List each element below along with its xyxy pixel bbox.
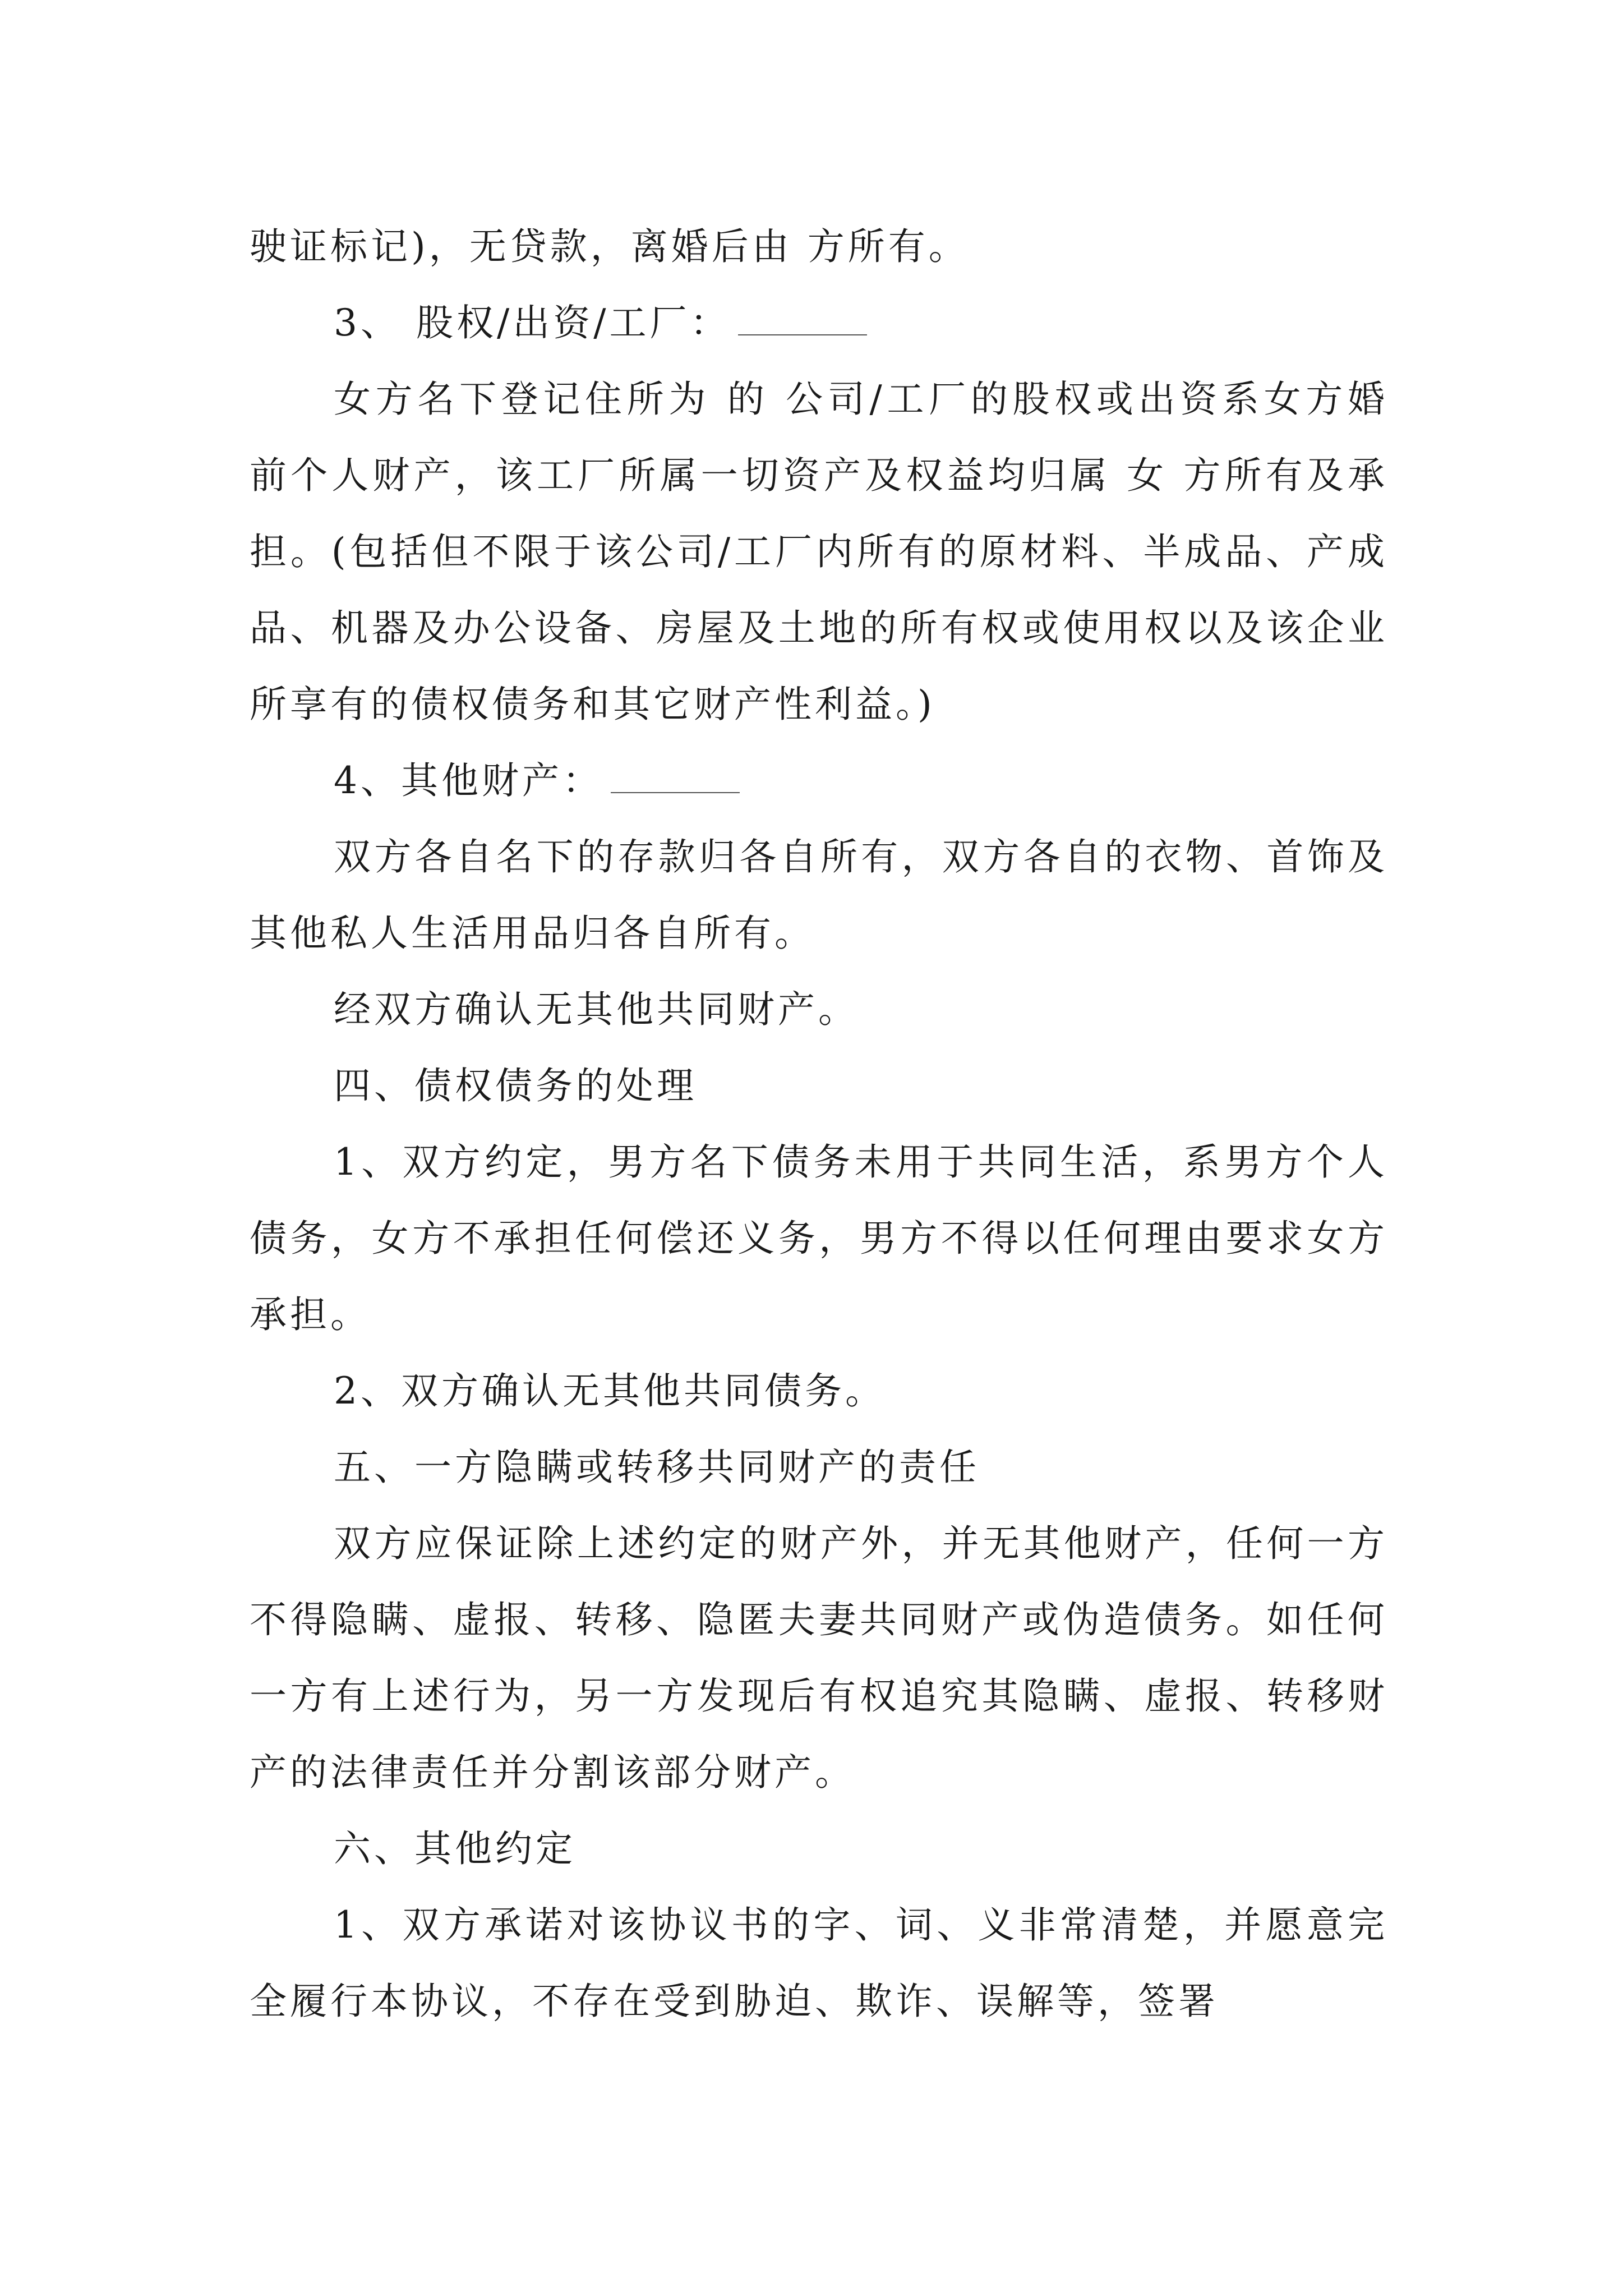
paragraph-text: 双方各自名下的存款归各自所有，双方各自的衣物、首饰及其他私人生活用品归各自所有。 (250, 835, 1388, 955)
paragraph-text: 3、 股权/出资/工厂： (334, 301, 731, 344)
paragraph-text: 五、一方隐瞒或转移共同财产的责任 (334, 1446, 980, 1489)
paragraph-text: 六、其他约定 (334, 1827, 576, 1870)
paragraph-no-other-property (250, 972, 1388, 1048)
paragraph-text: 经双方确认无其他共同财产。 (334, 988, 859, 1031)
paragraph-text: 2、双方确认无其他共同债务。 (334, 1369, 886, 1412)
paragraph-text: 四、债权债务的处理 (334, 1064, 697, 1107)
paragraph-debt-clause-1 (250, 1124, 1388, 1353)
document-body (250, 209, 1388, 2040)
paragraph-text: 1、双方承诺对该协议书的字、词、义非常清楚，并愿意完全履行本协议，不存在受到胁迫、欺诈、误解等，签署 (250, 1903, 1388, 2023)
paragraph-text: 双方应保证除上述约定的财产外，并无其他财产，任何一方不得隐瞒、虚报、转移、隐匿夫妻共同财产或伪造债务。如任何一方有上述行为，另一方发现后有权追究其隐瞒、虚报、转移财产的法律责任并分割该部分财产。 (250, 1522, 1388, 1794)
paragraph-other-property-heading (250, 743, 1388, 819)
paragraph-vehicle-continuation (250, 209, 1388, 285)
paragraph-equity-body (250, 361, 1388, 743)
paragraph-debt-clause-2 (250, 1353, 1388, 1429)
paragraph-text: 1、双方约定，男方名下债务未用于共同生活，系男方个人债务，女方不承担任何偿还义务，男方不得以任何理由要求女方承担。 (250, 1140, 1388, 1336)
blank-underline (738, 330, 867, 335)
paragraph-other-terms-clause-1 (250, 1887, 1388, 2040)
paragraph-text: 4、其他财产： (334, 759, 603, 802)
paragraph-equity-heading (250, 285, 1388, 361)
section-heading-other-terms (250, 1811, 1388, 1887)
paragraph-text: 驶证标记)，无贷款，离婚后由 方所有。 (250, 225, 969, 268)
paragraph-other-property-body (250, 819, 1388, 972)
paragraph-text: 女方名下登记住所为 的 公司/工厂的股权或出资系女方婚前个人财产，该工厂所属一切资产及权益均归属 女 方所有及承担。(包括但不限于该公司/工厂内所有的原材料、半成品、产成品、机器及办公设备、房屋及土地的所有权或使用权以及该企业所享有的债权债务和其它财产性利益。) (250, 378, 1388, 726)
section-heading-concealment (250, 1429, 1388, 1506)
paragraph-concealment-body (250, 1506, 1388, 1811)
section-heading-debts (250, 1048, 1388, 1124)
blank-underline (611, 788, 740, 793)
